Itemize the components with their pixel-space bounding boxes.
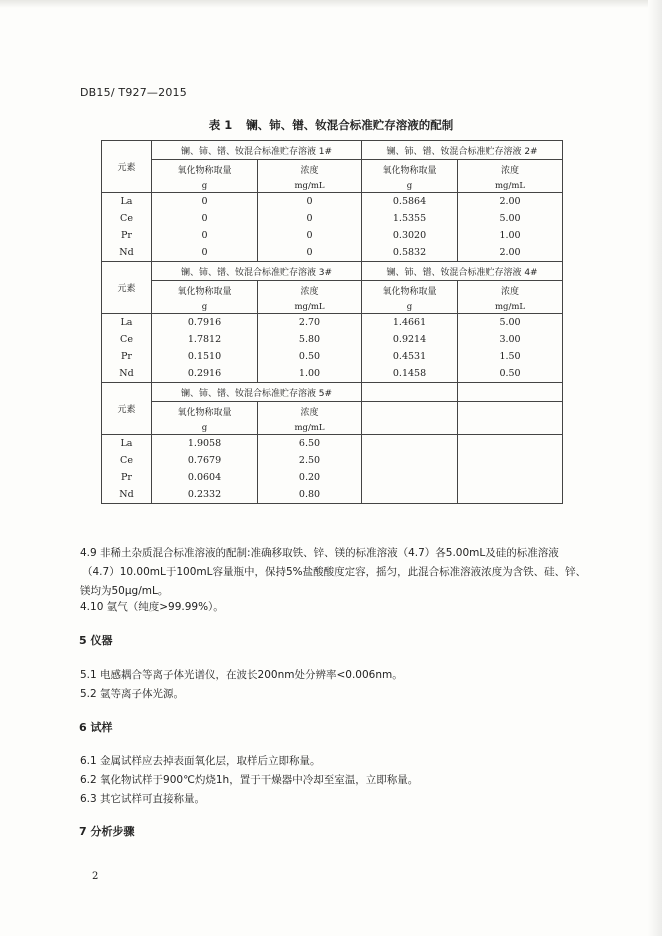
element-cell: Nd — [102, 244, 152, 262]
mass-cell: 1.9058 — [152, 435, 258, 453]
table-number: 表 1 — [208, 118, 233, 132]
mass-cell: 0 — [152, 227, 258, 244]
mass-cell: 0.4531 — [362, 348, 458, 365]
mass-cell: 1.5355 — [362, 210, 458, 227]
empty-cell — [362, 402, 458, 435]
text-line: （4.7）10.00mL于100mL容量瓶中，保持5%盐酸酸度定容，摇匀，此混合标准溶液浓度为含铁、硅、锌、 — [82, 566, 587, 578]
table-header-row — [102, 262, 563, 281]
mass-cell: 0.9214 — [362, 331, 458, 348]
element-cell: Pr — [102, 227, 152, 244]
conc-cell: 0 — [258, 193, 362, 211]
section-7-heading: 7 分析步骤 — [79, 825, 135, 838]
element-cell: Ce — [102, 331, 152, 348]
paragraph-6-3: 6.3 其它试样可直接称量。 — [80, 793, 206, 805]
table-row — [102, 435, 563, 453]
conc-header: 浓度 — [458, 281, 563, 301]
mass-cell: 0.5832 — [362, 244, 458, 262]
element-cell: La — [102, 314, 152, 332]
table-row — [102, 365, 563, 383]
table-row — [102, 314, 563, 332]
element-cell: Nd — [102, 365, 152, 383]
empty-cell — [458, 402, 563, 435]
conc-unit: mg/mL — [258, 179, 362, 193]
mass-cell: 0.1458 — [362, 365, 458, 383]
mass-cell: 0.0604 — [152, 469, 258, 486]
element-cell: Ce — [102, 210, 152, 227]
conc-header: 浓度 — [258, 281, 362, 301]
conc-cell: 0.50 — [458, 365, 563, 383]
paragraph-5-2: 5.2 氩等离子体光源。 — [80, 688, 185, 700]
element-cell: Pr — [102, 469, 152, 486]
mass-cell: 0.5864 — [362, 193, 458, 211]
paragraph-4-10: 4.10 氩气（纯度>99.99%）。 — [80, 601, 224, 613]
table-header-row — [102, 281, 563, 301]
mass-header: 氧化物称取量 — [362, 160, 458, 180]
page-number: 2 — [92, 871, 99, 882]
conc-header: 浓度 — [258, 160, 362, 180]
conc-cell: 0.50 — [258, 348, 362, 365]
mass-cell: 0.7916 — [152, 314, 258, 332]
conc-unit: mg/mL — [258, 421, 362, 435]
mass-header: 氧化物称取量 — [152, 402, 258, 422]
solution-name: 镧、铈、镨、钕混合标准贮存溶液 5# — [152, 383, 362, 402]
conc-cell: 5.80 — [258, 331, 362, 348]
conc-cell: 1.00 — [258, 365, 362, 383]
table-caption — [0, 117, 662, 133]
mass-cell: 1.7812 — [152, 331, 258, 348]
table-header-row — [102, 402, 563, 422]
mass-cell: 0.2916 — [152, 365, 258, 383]
conc-header: 浓度 — [458, 160, 563, 180]
conc-header: 浓度 — [258, 402, 362, 422]
solution-name: 镧、铈、镨、钕混合标准贮存溶液 4# — [362, 262, 563, 281]
empty-cell — [458, 383, 563, 402]
mass-unit: g — [152, 179, 258, 193]
element-header: 元素 — [102, 262, 152, 314]
mass-unit: g — [362, 300, 458, 314]
conc-cell: 0 — [258, 210, 362, 227]
table-unit-row — [102, 179, 563, 193]
table-row — [102, 227, 563, 244]
mass-cell: 0 — [152, 193, 258, 211]
element-cell: Pr — [102, 348, 152, 365]
element-cell: Ce — [102, 452, 152, 469]
conc-cell: 5.00 — [458, 210, 563, 227]
mass-cell: 1.4661 — [362, 314, 458, 332]
paragraph-6-2: 6.2 氧化物试样于900℃灼烧1h，置于干燥器中冷却至室温，立即称量。 — [80, 774, 419, 786]
conc-cell: 0.20 — [258, 469, 362, 486]
mass-cell: 0.1510 — [152, 348, 258, 365]
conc-cell: 2.00 — [458, 193, 563, 211]
conc-unit: mg/mL — [458, 300, 563, 314]
conc-cell: 6.50 — [258, 435, 362, 453]
table-row — [102, 210, 563, 227]
table-header-row — [102, 383, 563, 402]
conc-unit: mg/mL — [458, 179, 563, 193]
paragraph-4-9 — [80, 544, 586, 601]
mass-cell: 0 — [152, 244, 258, 262]
empty-cell — [458, 435, 563, 504]
element-cell: Nd — [102, 486, 152, 504]
element-header: 元素 — [102, 141, 152, 193]
mass-cell: 0 — [152, 210, 258, 227]
section-6-heading: 6 试样 — [79, 721, 113, 734]
mass-cell: 0.2332 — [152, 486, 258, 504]
element-cell: La — [102, 435, 152, 453]
conc-cell: 0.80 — [258, 486, 362, 504]
element-header: 元素 — [102, 383, 152, 435]
solution-name: 镧、铈、镨、钕混合标准贮存溶液 2# — [362, 141, 563, 160]
table-title: 镧、铈、镨、钕混合标准贮存溶液的配制 — [246, 118, 454, 132]
text-line: 4.9 非稀土杂质混合标准溶液的配制:准确移取铁、锌、镁的标准溶液（4.7）各5.00mL及硅的标准溶液 — [80, 547, 559, 559]
mass-header: 氧化物称取量 — [152, 160, 258, 180]
mass-unit: g — [152, 421, 258, 435]
conc-cell: 0 — [258, 227, 362, 244]
conc-cell: 2.70 — [258, 314, 362, 332]
table-unit-row — [102, 300, 563, 314]
text-line: 镁均为50μg/mL。 — [80, 585, 169, 597]
scan-edge-right — [648, 0, 662, 936]
table-header-row — [102, 160, 563, 180]
standard-solution-table — [101, 140, 563, 504]
table-row — [102, 348, 563, 365]
mass-unit: g — [152, 300, 258, 314]
element-cell: La — [102, 193, 152, 211]
conc-cell: 5.00 — [458, 314, 563, 332]
paragraph-6-1: 6.1 金属试样应去掉表面氧化层，取样后立即称量。 — [80, 755, 321, 767]
standard-code: DB15/ T927—2015 — [80, 86, 187, 99]
conc-cell: 1.50 — [458, 348, 563, 365]
table-row — [102, 331, 563, 348]
mass-header: 氧化物称取量 — [362, 281, 458, 301]
conc-cell: 2.50 — [258, 452, 362, 469]
table-header-row — [102, 141, 563, 160]
mass-cell: 0.3020 — [362, 227, 458, 244]
mass-unit: g — [362, 179, 458, 193]
solution-name: 镧、铈、镨、钕混合标准贮存溶液 3# — [152, 262, 362, 281]
empty-cell — [362, 435, 458, 504]
conc-cell: 0 — [258, 244, 362, 262]
mass-header: 氧化物称取量 — [152, 281, 258, 301]
mass-cell: 0.7679 — [152, 452, 258, 469]
solution-name: 镧、铈、镨、钕混合标准贮存溶液 1# — [152, 141, 362, 160]
table-row — [102, 193, 563, 211]
table-row — [102, 244, 563, 262]
empty-cell — [362, 383, 458, 402]
conc-unit: mg/mL — [258, 300, 362, 314]
conc-cell: 3.00 — [458, 331, 563, 348]
conc-cell: 2.00 — [458, 244, 563, 262]
paragraph-5-1: 5.1 电感耦合等离子体光谱仪，在波长200nm处分辨率<0.006nm。 — [80, 669, 403, 681]
section-5-heading: 5 仪器 — [79, 634, 113, 647]
scan-edge-top — [0, 0, 662, 8]
conc-cell: 1.00 — [458, 227, 563, 244]
